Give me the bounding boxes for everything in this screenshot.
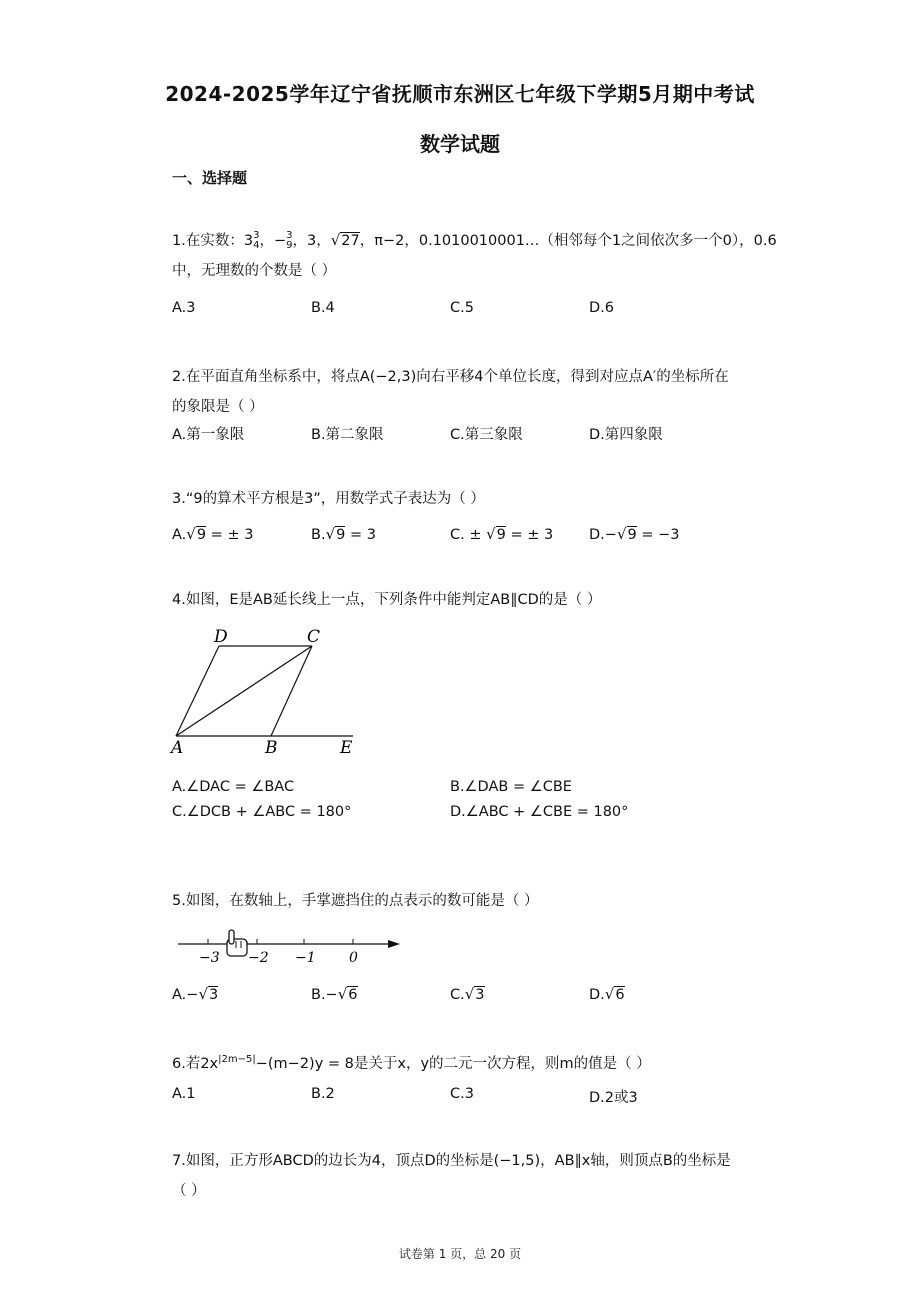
option-b[interactable]: B.2 bbox=[311, 1086, 335, 1102]
radical-sign-icon: √ bbox=[186, 525, 196, 543]
option-a[interactable]: A.1 bbox=[172, 1086, 196, 1102]
question-5-line-1: 5.如图，在数轴上，手掌遮挡住的点表示的数可能是（ ） bbox=[172, 893, 539, 909]
question-1 bbox=[172, 225, 782, 286]
tick-label-minus-3: −3 bbox=[199, 950, 220, 966]
option-d[interactable]: D.第四象限 bbox=[589, 427, 663, 443]
question-3-line-1: 3.“9的算术平方根是3”，用数学式子表达为（ ） bbox=[172, 491, 485, 507]
option-a[interactable]: A.第一象限 bbox=[172, 427, 245, 443]
radical-sign-icon: √ bbox=[604, 985, 615, 1003]
option-d[interactable]: D.−√9 = −3 bbox=[589, 525, 680, 543]
parallelogram-figure bbox=[165, 622, 365, 760]
question-3 bbox=[172, 484, 782, 514]
question-4-line-1: 4.如图，E是AB延长线上一点，下列条件中能判定AB∥CD的是（ ） bbox=[172, 592, 602, 608]
axis-arrow-icon bbox=[388, 940, 400, 948]
label-e: E bbox=[340, 738, 353, 758]
option-c[interactable]: C.5 bbox=[450, 300, 474, 316]
radical-sign-icon: √ bbox=[486, 525, 496, 543]
question-1-line-1: 1.在实数：3 3 4 ，− 3 9 ，3，√27，π−2，0.1010010001…（相邻每个1之间依次多一个0），0.6 bbox=[172, 230, 777, 251]
option-b[interactable]: B.−√6 bbox=[311, 985, 358, 1003]
option-a[interactable]: A.−√3 bbox=[172, 985, 219, 1003]
question-7-line-1: 7.如图，正方形ABCD的边长为4，顶点D的坐标是(−1,5)，AB∥x轴，则顶点B的坐标是 bbox=[172, 1153, 731, 1169]
option-a[interactable]: A.∠DAC = ∠BAC bbox=[172, 779, 295, 795]
label-a: A bbox=[171, 738, 184, 758]
question-6 bbox=[172, 1045, 782, 1079]
question-6-line-1: 6.若$2x^{|2m-5|}-(m-2)y = 8$是关于x，y的二元一次方程，则m的值是（ ） bbox=[172, 1054, 651, 1072]
question-2-line-1: 2.在平面直角坐标系中，将点A(−2,3)向右平移4个单位长度，得到对应点A′的坐标所在 bbox=[172, 369, 729, 385]
question-2-line-2: 的象限是（ ） bbox=[172, 399, 264, 415]
option-b[interactable]: B.第二象限 bbox=[311, 427, 384, 443]
number-line bbox=[172, 926, 407, 966]
tick-label-minus-2: −2 bbox=[248, 950, 269, 966]
option-d[interactable]: D.2或3 bbox=[589, 1090, 638, 1106]
question-5 bbox=[172, 886, 782, 916]
option-b[interactable]: B.4 bbox=[311, 300, 335, 316]
question-7 bbox=[172, 1146, 782, 1206]
exam-subtitle: 数学试题 bbox=[420, 132, 500, 156]
radical-sign-icon: √ bbox=[325, 525, 336, 543]
option-b[interactable]: B.√9 = 3 bbox=[311, 525, 376, 543]
question-1-line-2: 中，无理数的个数是（ ） bbox=[172, 263, 337, 279]
fraction-3-4: 3 4 bbox=[253, 230, 260, 251]
option-c[interactable]: C.∠DCB + ∠ABC = 180° bbox=[172, 804, 352, 820]
question-2 bbox=[172, 362, 782, 422]
option-b[interactable]: B.∠DAB = ∠CBE bbox=[450, 779, 572, 795]
option-a[interactable]: A.√9 = ± 3 bbox=[172, 525, 254, 543]
page-footer: 试卷第 1 页，总 20 页 bbox=[398, 1247, 522, 1261]
option-d[interactable]: D.√6 bbox=[589, 985, 625, 1003]
radical-sign-icon: √ bbox=[337, 985, 348, 1003]
segment-ad bbox=[176, 646, 219, 736]
option-c[interactable]: C.√3 bbox=[450, 985, 485, 1003]
section-heading-choice: 一、选择题 bbox=[172, 169, 248, 187]
radical-sign-icon: √ bbox=[464, 985, 475, 1003]
question-4 bbox=[172, 585, 782, 615]
option-c[interactable]: C.3 bbox=[450, 1086, 474, 1102]
radical-sign-icon: √ bbox=[616, 525, 627, 543]
option-c[interactable]: C.第三象限 bbox=[450, 427, 523, 443]
fraction-3-9: 3 9 bbox=[286, 230, 293, 251]
label-b: B bbox=[265, 738, 278, 758]
exam-title: 2024-2025学年辽宁省抚顺市东洲区七年级下学期5月期中考试 bbox=[165, 82, 755, 106]
hand-pointer-icon bbox=[227, 930, 247, 956]
tick-label-minus-1: −1 bbox=[295, 950, 316, 966]
option-d[interactable]: D.6 bbox=[589, 300, 614, 316]
label-c: C bbox=[307, 627, 321, 647]
option-c[interactable]: C. ± √9 = ± 3 bbox=[450, 525, 554, 543]
radical-sign-icon: √ bbox=[330, 231, 341, 249]
tick-label-zero: 0 bbox=[349, 950, 358, 966]
option-d[interactable]: D.∠ABC + ∠CBE = 180° bbox=[450, 804, 629, 820]
question-7-line-2: （ ） bbox=[172, 1183, 206, 1199]
radical-sign-icon: √ bbox=[198, 985, 208, 1003]
option-a[interactable]: A.3 bbox=[172, 300, 196, 316]
label-d: D bbox=[214, 627, 228, 647]
